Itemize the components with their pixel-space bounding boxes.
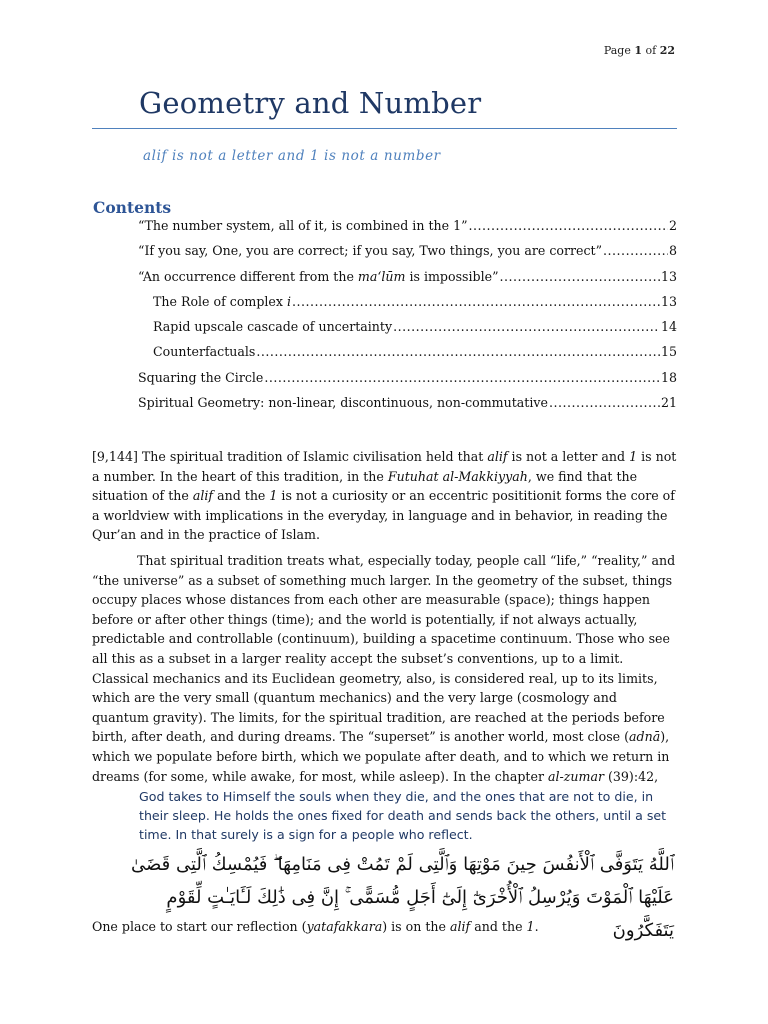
page-number <box>604 44 675 57</box>
arabic-verse: ٱللَّهُ يَتَوَفَّى ٱلْأَنفُسَ حِينَ مَوْتِهَا وَٱلَّتِى لَمْ تَمُتْ فِى مَنَامِهَا ۖ فَيُمْسِكُ ٱلَّتِى قَضَىٰ عَلَيْهَا ٱلْمَوْتَ وَيُرْسِلُ ٱلْأُخْرَىٰٓ إِلَىٰٓ أَجَلٍ مُّسَمًّى ۚ إِنَّ فِى ذَٰلِكَ لَـَٔايَـٰتٍ لِّقَوْمٍ يَتَفَكَّرُونَ <box>131 854 674 941</box>
contents-heading: Contents <box>93 198 172 217</box>
toc-item-role-of-complex-i[interactable] <box>138 294 677 319</box>
toc-leader-dots <box>603 243 668 258</box>
toc-item-label: “If you say, One, you are correct; if you say, Two things, you are correct” <box>138 243 603 259</box>
toc-item-if-you-say-one[interactable] <box>138 243 677 268</box>
toc-item-label: The Role of complex i <box>153 293 292 309</box>
toc-item-rapid-upscale-cascade[interactable] <box>138 319 677 344</box>
table-of-contents <box>138 218 677 420</box>
page-total: 22 <box>659 44 675 57</box>
toc-item-page: 21 <box>660 395 677 411</box>
toc-item-page: 18 <box>660 369 677 385</box>
document-title: Geometry and Number <box>139 86 482 120</box>
quran-translation-quote: God takes to Himself the souls when they die, and the ones that are not to die, in their sleep. He holds the ones fixed for death and sends back the others, until a set time. In that surely is a sign for a people who reflect. <box>139 789 667 843</box>
toc-item-page: 8 <box>668 243 677 259</box>
toc-item-spiritual-geometry[interactable] <box>138 395 677 420</box>
toc-item-label: Spiritual Geometry: non-linear, discontinuous, non-commutative <box>138 395 548 411</box>
toc-item-counterfactuals[interactable] <box>138 344 677 369</box>
toc-item-squaring-the-circle[interactable] <box>138 370 677 395</box>
toc-leader-dots <box>469 218 668 233</box>
body-paragraph-1: [9,144] The spiritual tradition of Islamic civilisation held that alif is not a letter and 1 is not a number. In the heart of this tradition, in the Futuhat al-Makkiyyah, we find that the situation of the alif and the 1 is not a curiosity or an eccentric posititionit forms the core of a worldview with implications in the everyday, in language and in behavior, in reading the Qur’an and in the practice of Islam. <box>92 449 677 543</box>
toc-item-page: 15 <box>660 344 677 360</box>
toc-item-label: Rapid upscale cascade of uncertainty <box>153 319 393 335</box>
document-subtitle: alif is not a letter and 1 is not a number <box>143 148 441 164</box>
page-current: 1 <box>634 44 642 57</box>
toc-item-label: “An occurrence different from the ma‘lūm is impossible” <box>138 268 499 284</box>
title-divider <box>92 128 677 129</box>
page-prefix: Page <box>603 44 635 57</box>
toc-leader-dots <box>292 294 660 309</box>
toc-item-label: “The number system, all of it, is combined in the 1” <box>138 218 468 233</box>
toc-item-page: 13 <box>660 293 677 309</box>
toc-leader-dots <box>500 269 660 284</box>
toc-leader-dots <box>256 344 660 359</box>
toc-leader-dots <box>549 395 660 410</box>
toc-leader-dots <box>264 370 660 385</box>
toc-item-page: 2 <box>668 218 677 233</box>
toc-item-page: 13 <box>660 268 677 284</box>
toc-item-label: Squaring the Circle <box>138 369 264 385</box>
body-paragraph-3: One place to start our reflection (yatafakkara) is on the alif and the 1. <box>92 919 539 934</box>
toc-item-number-system[interactable] <box>138 218 677 243</box>
toc-item-page: 14 <box>660 319 677 335</box>
toc-item-label: Counterfactuals <box>153 344 256 360</box>
toc-leader-dots <box>393 319 660 334</box>
toc-item-occurrence-different[interactable] <box>138 269 677 294</box>
body-paragraph-2: That spiritual tradition treats what, especially today, people call “life,” “reality,” and “the universe” as a subset of something much larger. In the geometry of the subset, things occupy places whose distances from each other are measurable (space); things happen before or after other things (time); and the world is potentially, if not always actually, predictable and controllable (continuum), building a spacetime continuum. Those who see all this as a subset in a larger reality accept the subset’s conventions, up to a limit. Classical mechanics and its Euclidean geometry, also, is considered real, up to its limits, which are the very small (quantum mechanics) and the very large (cosmology and quantum gravity). The limits, for the spiritual tradition, are reached at the periods before birth, after death, and during dreams. The “superset” is another world, most close (adnā), which we populate before birth, which we populate after death, and to which we return in dreams (for some, while awake, for most, while asleep). In the chapter al-zumar (39):42, <box>92 553 676 784</box>
page-separator: of <box>642 44 660 57</box>
